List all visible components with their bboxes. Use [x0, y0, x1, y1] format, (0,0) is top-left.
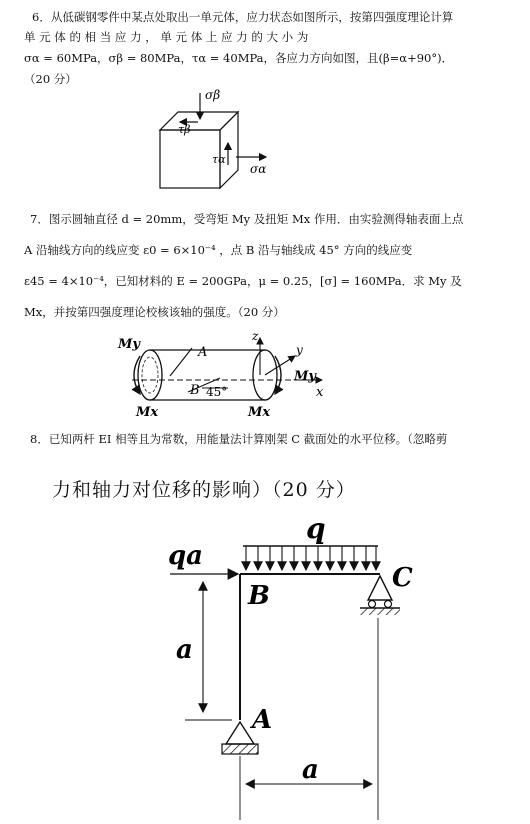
y-axis-label: y: [296, 343, 303, 357]
q7-line-2: A 沿轴线方向的线应变 ε0 = 6×10⁻⁴ ，点 B 沿与轴线成 45° 方向的线应变: [24, 243, 413, 257]
pin-support-a: [226, 722, 254, 744]
roller-support-c: [368, 576, 392, 600]
left-moment-arc: [134, 356, 140, 394]
cube-top-face: [160, 112, 238, 130]
mx-right-label: Mx: [248, 405, 271, 420]
joint-b-label: B: [248, 581, 270, 611]
cube-front-face: [160, 130, 220, 188]
mx-left-label: Mx: [136, 405, 159, 420]
q6-line-3: σα = 60MPa，σβ = 80MPa，τα = 40MPa，各应力方向如图，且(β=α+90°)．: [24, 51, 454, 65]
q8-line-1: 8．已知两杆 EI 相等且为常数，用能量法计算刚架 C 截面处的水平位移。（忽略剪: [30, 432, 448, 446]
q6-line-1: 6．从低碳钢零件中某点处取出一单元体，应力状态如图所示，按第四强度理论计算: [32, 10, 454, 24]
q7-line-4: Mx，并按第四强度理论校核该轴的强度。（20 分）: [24, 305, 285, 319]
qa-label: qa: [168, 541, 204, 571]
point-a-label: A: [198, 345, 208, 360]
q7-line-3: ε45 = 4×10⁻⁴，已知材料的 E = 200GPa，μ = 0.25，[σ] = 160MPa．求 My 及: [24, 274, 462, 288]
tau-beta-label: τβ: [178, 123, 191, 136]
my-left-label: My: [118, 337, 140, 352]
joint-c-label: C: [392, 563, 413, 593]
x-axis-label: x: [316, 385, 324, 400]
point-b-label: B: [190, 383, 200, 398]
q6-line-2: 单 元 体 的 相 当 应 力 ， 单 元 体 上 应 力 的 大 小 为: [24, 30, 309, 44]
sigma-beta-label: σβ: [205, 88, 221, 102]
support-a-label: A: [252, 705, 273, 735]
bottom-dimension-label: a: [302, 755, 319, 785]
tau-alpha-label: τα: [212, 153, 226, 166]
q7-line-1: 7．图示圆轴直径 d = 20mm，受弯矩 My 及扭矩 Mx 作用．由实验测得轴表面上点: [30, 212, 464, 226]
q6-score: （20 分）: [24, 72, 77, 86]
q8-line-2: 力和轴力对位移的影响）（20 分）: [52, 479, 356, 501]
my-right-label: My: [294, 369, 316, 384]
q7-shaft-figure: [110, 328, 350, 428]
y-axis-arrow: [265, 356, 295, 375]
distributed-load-arrows: [246, 546, 376, 570]
right-moment-arc: [275, 356, 281, 394]
angle-label: 45°: [206, 385, 228, 399]
left-dimension-label: a: [176, 635, 193, 665]
q6-stress-element-figure: [150, 85, 290, 195]
cube-side-face: [220, 112, 238, 188]
load-q-label: q: [306, 512, 326, 545]
sigma-alpha-label: σα: [250, 162, 267, 176]
z-axis-label: z: [252, 329, 259, 343]
q8-frame-figure: [0, 500, 530, 824]
